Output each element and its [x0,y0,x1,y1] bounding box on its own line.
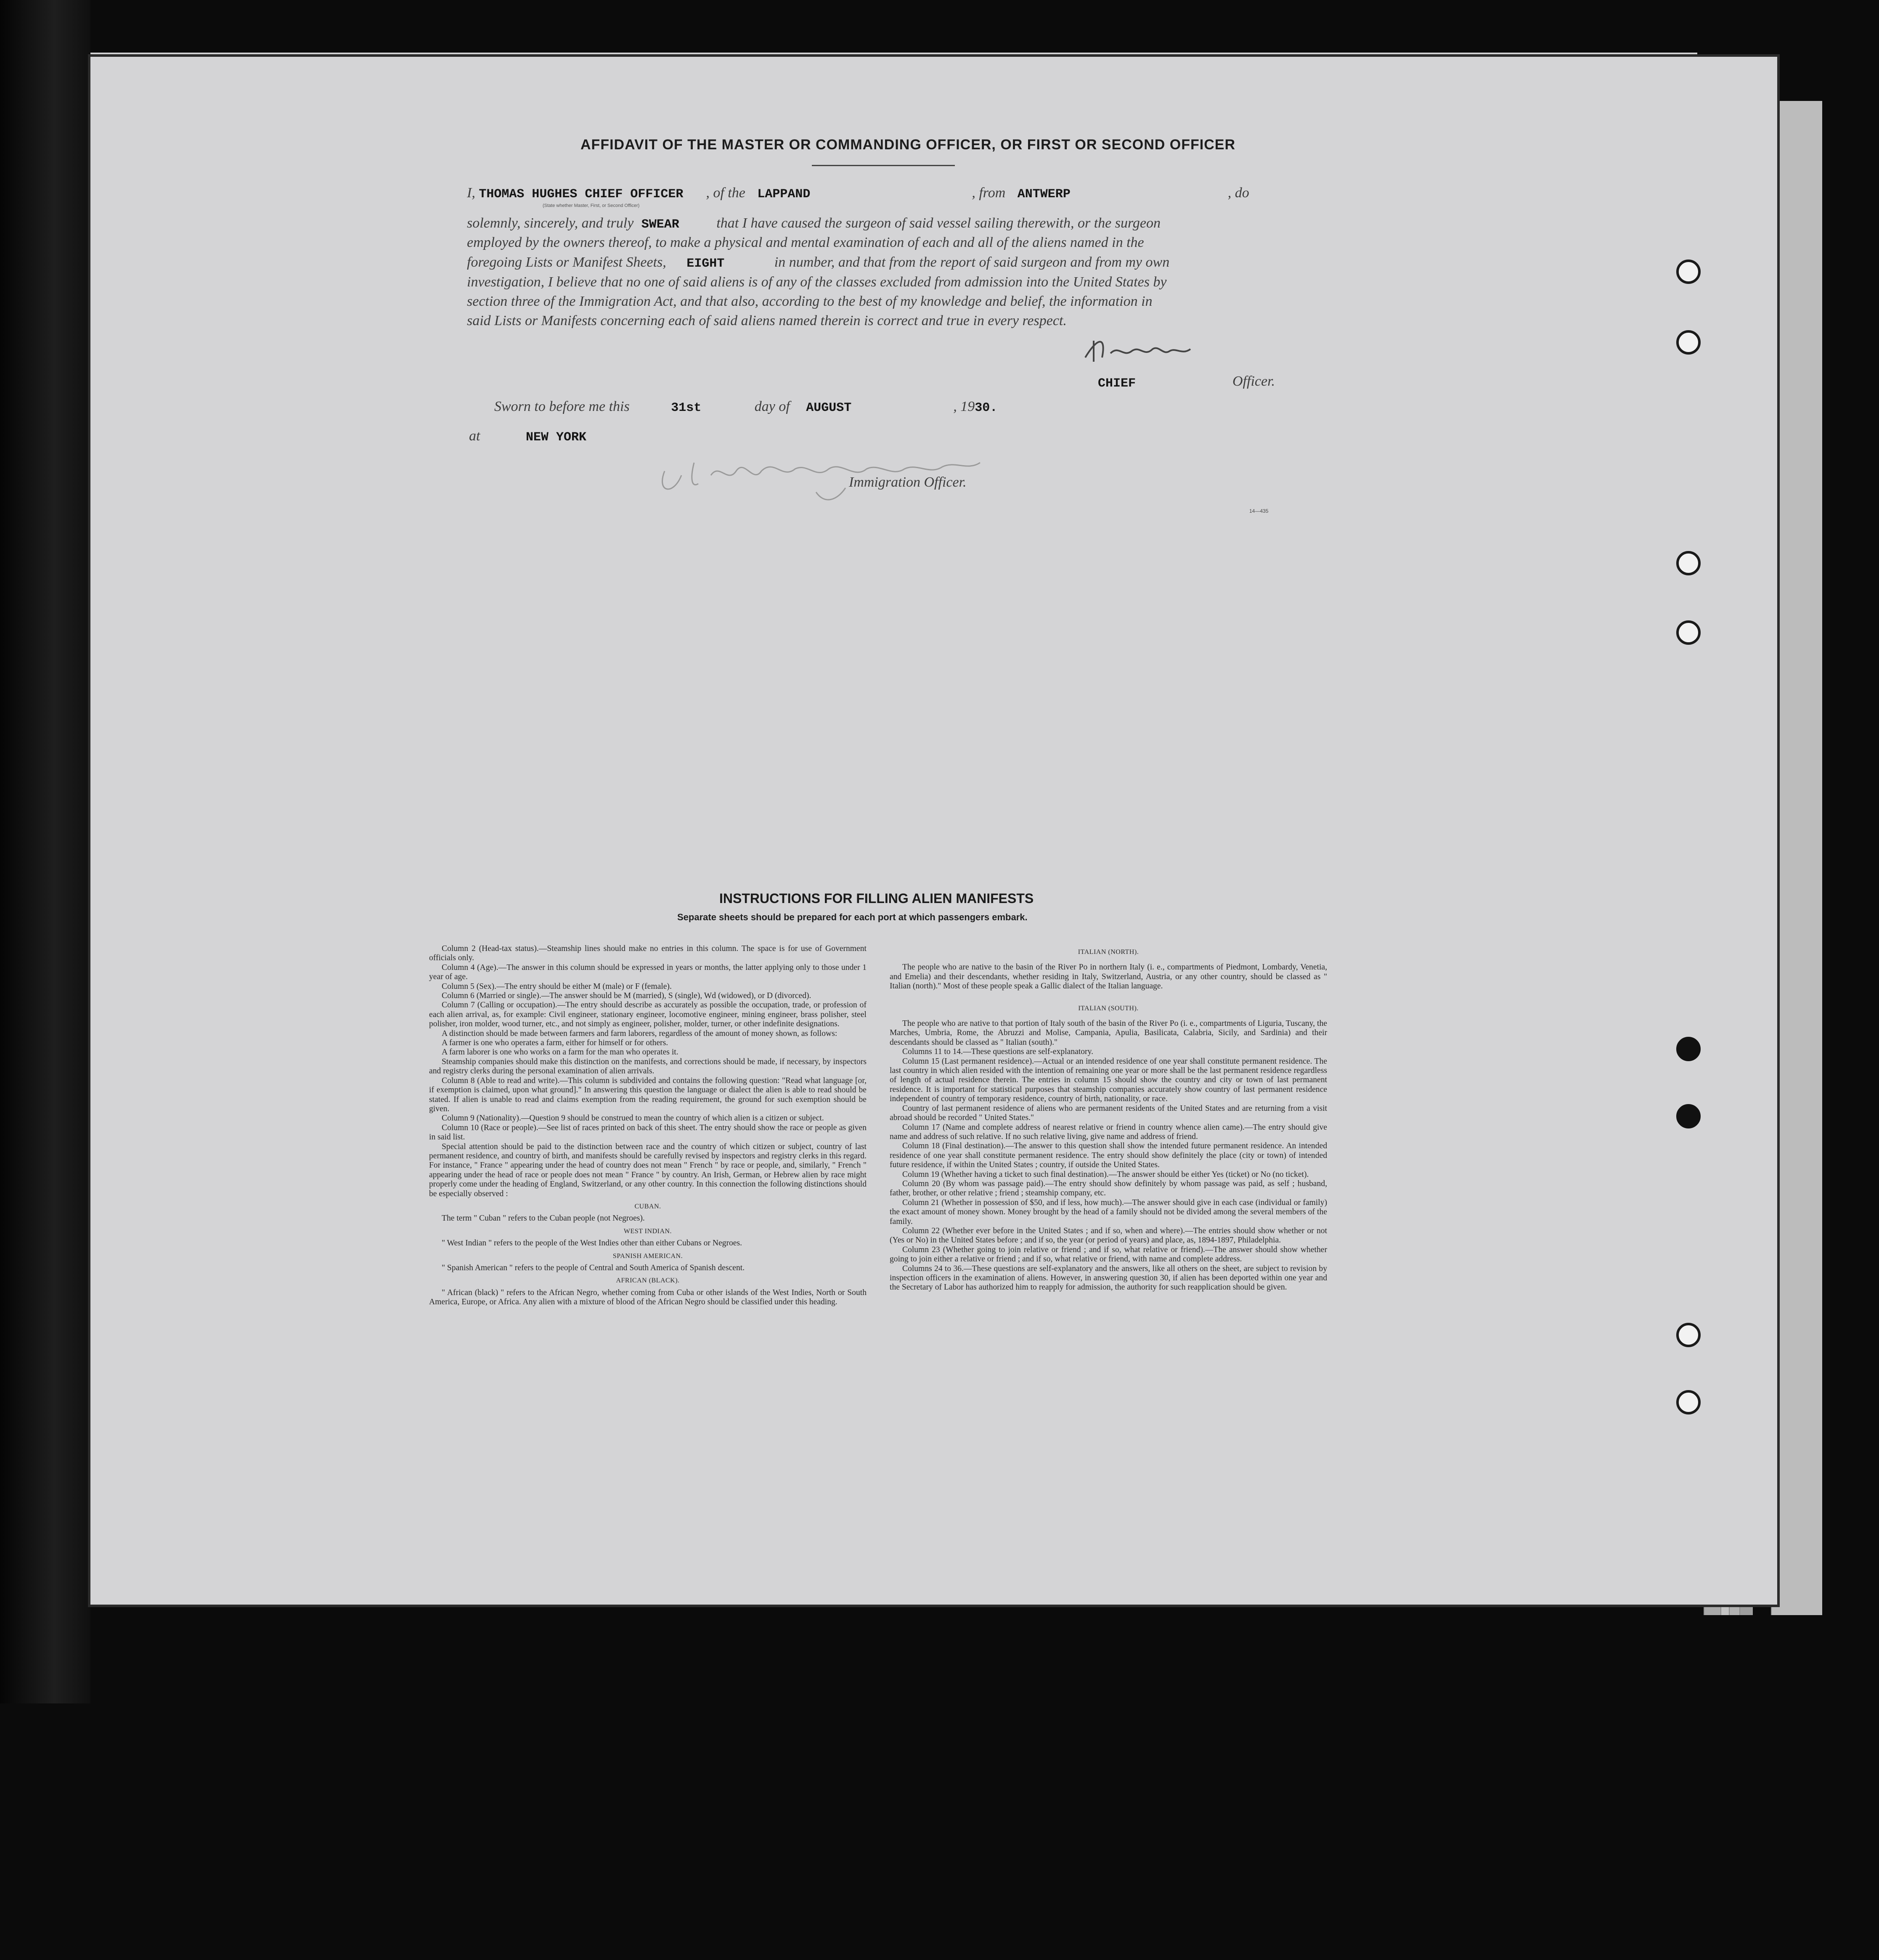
instruction-paragraph: The term " Cuban " refers to the Cuban people (not Negroes). [442,1214,645,1223]
instruction-paragraph: A distinction should be made between farmers and farm laborers, regardless of the amount of money shown, as follows: [442,1029,837,1038]
instruction-paragraph: " West Indian " refers to the people of the West Indies other than either Cubans or Negroes. [442,1239,742,1248]
affidavit-line-7: said Lists or Manifests concerning each of said aliens named therein is correct and true in every respect. [467,313,1067,328]
instruction-paragraph: Country of last permanent residence of aliens who are permanent residents of the United States and are returning from a visit abroad should be recorded " United States." [890,1104,1327,1123]
instruction-paragraph: The people who are native to that portion of Italy south of the basin of the River Po (i. e., compartments of Liguria, Tuscany, the Marches, Umbria, Rome, the Abruzzi and Molise, Campania, Apulia, Basilicata, Calabria, Sicily, and Sardinia) and their descendants should be classed as " Italian (south)." [890,1019,1327,1047]
instructions-right-column [890,944,1327,1293]
section-heading: WEST INDIAN. [623,1227,672,1235]
instruction-paragraph: Column 22 (Whether ever before in the United States ; and if so, when and where).—The entries should show whether or not (Yes or No) in the United States before ; and if so, the year (or period of years) and place, as, 1894-1897, Philadelphia. [890,1226,1327,1245]
instructions-subtitle: Separate sheets should be prepared for each port at which passengers embark. [677,912,1028,922]
instruction-paragraph: Columns 11 to 14.—These questions are self-explanatory. [902,1047,1094,1057]
officer-rank: CHIEF [1098,376,1136,391]
instruction-paragraph: Column 10 (Race or people).—See list of races printed on back of this sheet. The entry should show the race or people as given in said list. [429,1123,867,1142]
binder-hole [1676,260,1701,284]
affidavit-line-2: solemnly, sincerely, and truly SWEAR that I have caused the surgeon of said vessel sailing therewith, or the surgeon [467,215,1161,232]
chief-officer-signature [1081,332,1199,374]
section-heading: AFRICAN (BLACK). [616,1277,680,1285]
day-field: 31st [671,401,702,415]
instruction-paragraph: Column 23 (Whether going to join relative or friend ; and if so, what relative or friend).—The answer should show whether going to join either a relative or friend ; and if so, what relative or friend, with name and complete address. [890,1245,1327,1264]
affidavit-line-3: employed by the owners thereof, to make a physical and mental examination of each and all of the aliens named in the [467,235,1144,250]
month-field: AUGUST [806,401,852,415]
binder-hole [1676,1037,1701,1061]
section-heading: ITALIAN (SOUTH). [1078,1004,1139,1012]
scan-border [0,0,90,1703]
binder-hole [1676,1323,1701,1347]
affidavit-title: AFFIDAVIT OF THE MASTER OR COMMANDING OFFICER, OR FIRST OR SECOND OFFICER [580,137,1235,153]
affidavit-line-5: investigation, I believe that no one of said aliens is of any of the classes excluded from admission into the United States by [467,274,1167,290]
form-number: 14—435 [1249,508,1269,514]
instruction-paragraph: Column 6 (Married or single).—The answer should be M (married), S (single), Wd (widowed), or D (divorced). [442,991,811,1001]
instruction-paragraph: Column 2 (Head-tax status).—Steamship lines should make no entries in this column. The space is for use of Government officials only. [429,944,867,963]
instruction-paragraph: Column 5 (Sex).—The entry should be either M (male) or F (female). [442,982,672,991]
instruction-paragraph: Special attention should be paid to the distinction between race and the country of which citizen or subject, country of last permanent residence, and country of birth, and manifests should be carefully revised by inspectors and registry clerks in this regard. For instance, " France " appearing under the head of country does not mean " French " by race or people, and, similarly, " French " appearing under the head of race or people does not mean " France " by country. An Irish, German, or Hebrew alien by race might properly come under the heading of England, Switzerland, or any other country. In this connection the following distinctions should be especially observed : [429,1142,867,1198]
vessel-field: LAPPAND [757,187,811,201]
instruction-paragraph: Column 8 (Able to read and write).—This column is subdivided and contains the following question: "Read what language [or, if exemption is claimed, upon what ground]." In answering this question the language or dialect the alien is able to read should be stated. If alien is unable to read and claims exemption from the reading requirement, the ground for such exemption should be given. [429,1076,867,1113]
instruction-paragraph: Columns 24 to 36.—These questions are self-explanatory and the answers, like all others on the sheet, are subject to revision by inspection officers in the examination of aliens. However, in answering question 30, if alien has been deported within one year and the Secretary of Labor has authorized him to reapply for admission, the authority for such reapplication should be given. [890,1264,1327,1292]
affidavit-line-6: section three of the Immigration Act, and that also, according to the best of my knowledge and belief, the information in [467,294,1153,309]
instructions-left-column [429,944,867,1307]
instructions-title: INSTRUCTIONS FOR FILLING ALIEN MANIFESTS [719,891,1034,906]
sheet-count-field: EIGHT [686,257,725,271]
immigration-officer-label: Immigration Officer. [849,474,967,490]
affidavit-line-4: foregoing Lists or Manifest Sheets, EIGHT in number, and that from the report of said surgeon and from my own [467,254,1170,271]
instruction-paragraph: " African (black) " refers to the African Negro, whether coming from Cuba or other islands of the West Indies, North or South America, Europe, or Africa. Any alien with a mixture of blood of the African Negro should be classified under this heading. [429,1288,867,1307]
binder-hole [1676,1104,1701,1128]
instruction-paragraph: Column 4 (Age).—The answer in this column should be expressed in years or months, the latter applying only to those under 1 year of age. [429,963,867,982]
title-divider [812,165,955,166]
instruction-paragraph: Column 7 (Calling or occupation).—The entry should describe as accurately as possible the occupation, trade, or profession of each alien arrival, as, for example: Civil engineer, stationary engineer, locomotive engineer, mining engineer, brass polisher, steel polisher, iron molder, wood turner, etc., and not simply as engineer, polisher, molder, turner, or other indefinite designations. [429,1001,867,1029]
instruction-paragraph: A farmer is one who operates a farm, either for himself or for others. [442,1038,668,1048]
oath-field: SWEAR [641,217,679,232]
binder-hole [1676,330,1701,355]
instruction-paragraph: Column 15 (Last permanent residence).—Actual or an intended residence of one year shall constitute permanent residence. The last country in which alien resided with the intention of remaining one year or more shall be the last permanent residence regardless of length of actual residence therein. The entries in column 15 should show the country and city or town of last permanent residence. It is important for statistical purposes that steamship companies accurately show country of last permanent residence independent of country of temporary residence, country of birth, nationality, or race. [890,1057,1327,1104]
instruction-paragraph: Column 18 (Final destination).—The answer to this question shall show the intended future permanent residence. An intended residence of one year shall constitute permanent residence. The entry should show definitely the place (city or town) of intended future residence, if within the United States ; country, if outside the United States. [890,1142,1327,1170]
instruction-paragraph: Steamship companies should make this distinction on the manifests, and corrections should be made, if necessary, by inspectors and registry clerks during the personal examination of alien arrivals. [429,1057,867,1076]
section-heading: CUBAN. [634,1202,661,1210]
place-field: NEW YORK [525,430,586,445]
instruction-paragraph: " Spanish American " refers to the people of Central and South America of Spanish descent. [442,1263,745,1272]
instruction-paragraph: Column 9 (Nationality).—Question 9 should be construed to mean the country of which alien is a citizen or subject. [442,1114,824,1123]
instruction-paragraph: Column 19 (Whether having a ticket to such final destination).—The answer should be either Yes (ticket) or No (no ticket). [902,1170,1309,1179]
section-heading: SPANISH AMERICAN. [612,1252,683,1260]
year-field: 30. [975,401,998,415]
officer-label: Officer. [1232,373,1275,389]
binder-hole [1676,1390,1701,1414]
instruction-paragraph: Column 17 (Name and complete address of nearest relative or friend in country whence alien came).—The entry should give name and address of such relative. If no such relative living, give name and address of friend. [890,1123,1327,1141]
officer-rank-note: (State whether Master, First, or Second Officer) [543,203,640,208]
section-heading: ITALIAN (NORTH). [1078,948,1139,956]
instruction-paragraph: Column 21 (Whether in possession of $50, and if less, how much).—The answer should give in each case (individual or family) the exact amount of money shown. Money brought by the head of a family should not be divided among the several members of the family. [890,1198,1327,1226]
binder-hole [1676,620,1701,645]
officer-name-field: THOMAS HUGHES CHIEF OFFICER [479,187,684,201]
binder-hole [1676,551,1701,575]
instruction-paragraph: A farm laborer is one who works on a farm for the man who operates it. [442,1048,678,1057]
instruction-paragraph: The people who are native to the basin of the River Po in northern Italy (i. e., compartments of Piedmont, Lombardy, Venetia, and Emelia) and their descendants, whether residing in Italy, Switzerland, Austria, or any other country, should be classed as " Italian (north)." Most of these people speak a Gallic dialect of the Italian language. [890,963,1327,991]
instruction-paragraph: Column 20 (By whom was passage paid).—The entry should show definitely by whom passage was paid, as self ; husband, father, brother, or other relative ; friend ; steamship company, etc. [890,1179,1327,1198]
affidavit-line-1: I, THOMAS HUGHES CHIEF OFFICER , of the LAPPAND , from ANTWERP , do [467,185,1249,201]
place-line: at NEW YORK [469,428,586,445]
port-field: ANTWERP [1017,187,1071,201]
sworn-line: Sworn to before me this 31st day of AUGUST , 1930. [494,399,998,415]
